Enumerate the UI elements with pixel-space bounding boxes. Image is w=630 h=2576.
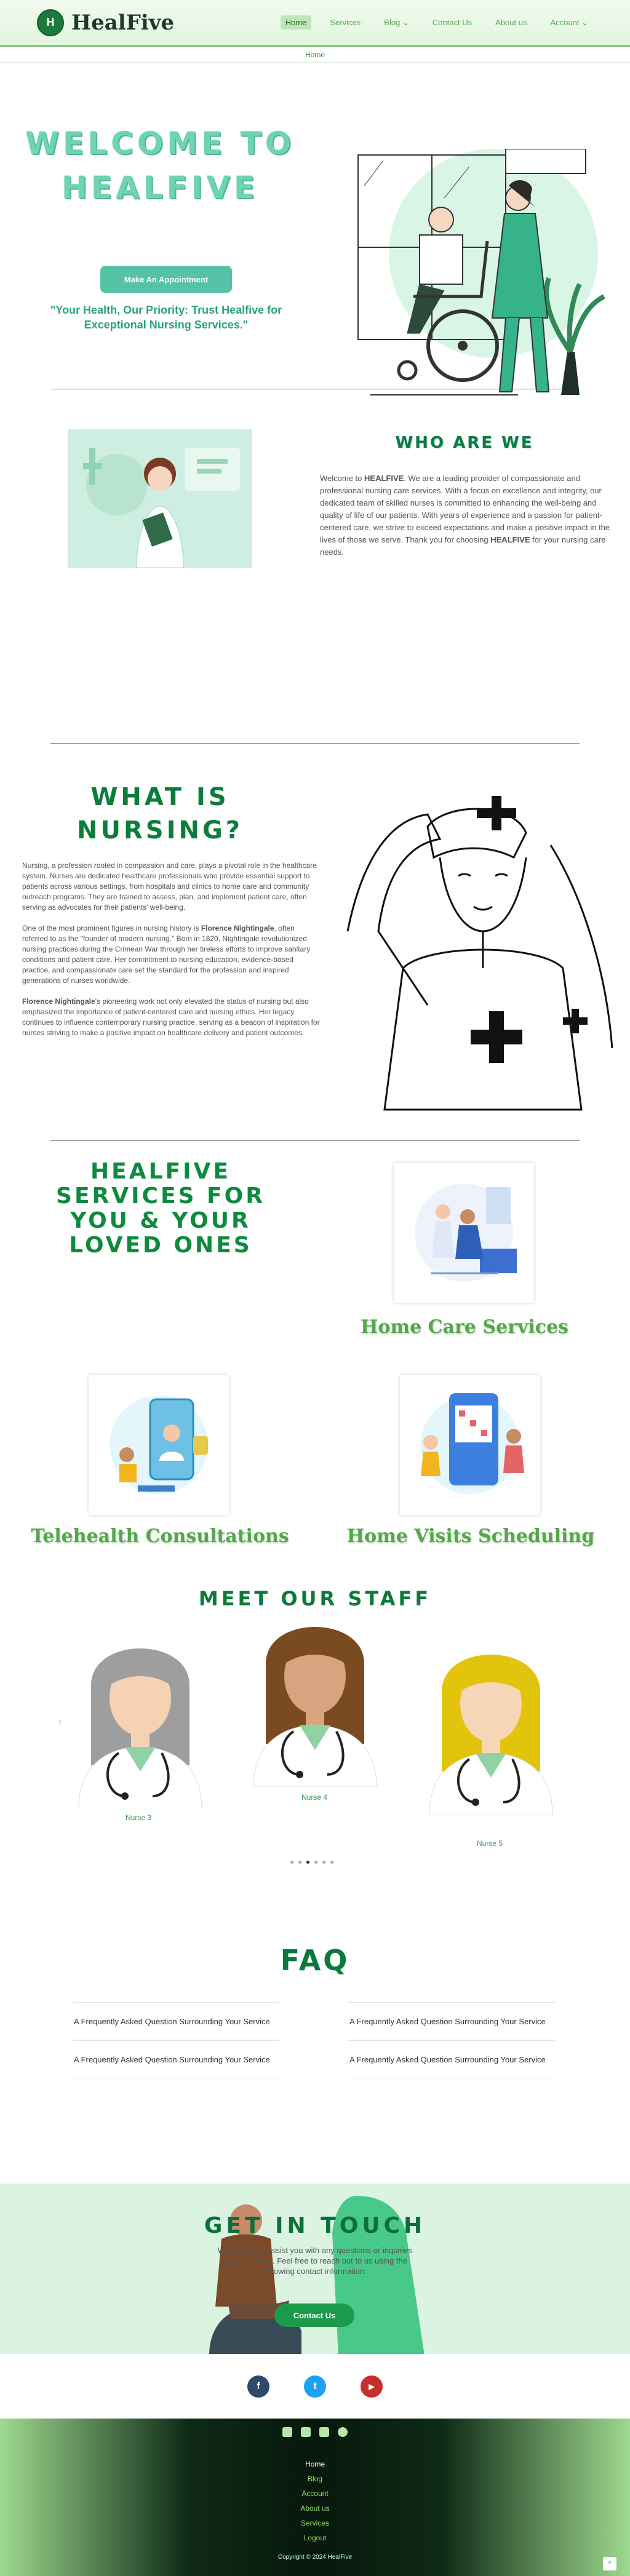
whatsapp-icon[interactable]	[338, 2427, 348, 2437]
services-title-line4: LOVED ONES	[69, 1233, 252, 1258]
contact-us-button[interactable]: Contact Us	[274, 2304, 354, 2327]
contact-section	[0, 2184, 630, 2354]
nurse-caption-5: Nurse 5	[477, 1839, 503, 1848]
telehealth-label: Telehealth Consultations	[31, 1525, 289, 1547]
faq-item[interactable]: A Frequently Asked Question Surrounding Your Service	[73, 2002, 279, 2040]
footer-icons	[0, 2427, 630, 2437]
nurse-caption-3: Nurse 3	[126, 1813, 152, 1822]
footer-link-logout[interactable]: Logout	[303, 2534, 327, 2542]
hero-title-line1: WELCOME TO	[25, 125, 295, 161]
services-title-line3: YOU & YOUR	[70, 1208, 251, 1233]
services-title	[22, 1159, 299, 1258]
nursing-paragraph-3	[22, 996, 321, 1038]
nurse-avatar-brown	[241, 1596, 389, 1787]
nursing-title-line1: WHAT IS	[90, 783, 229, 811]
saluting-nurse-sketch	[329, 784, 624, 1119]
main-nav	[281, 15, 593, 30]
footer-link-home[interactable]: Home	[305, 2460, 325, 2468]
nav-blog-label: Blog	[384, 17, 401, 27]
footer-link-services[interactable]: Services	[300, 2519, 329, 2527]
footer-links	[0, 2457, 630, 2545]
services-title-line1: HEALFIVE	[90, 1159, 231, 1184]
nurse-wheelchair-illustration	[346, 149, 616, 413]
facebook-icon[interactable]: f	[247, 2375, 269, 2398]
p2-text-a: One of the most prominent figures in nursing history is	[22, 924, 201, 932]
who-text-2: . We are a leading provider of compassionate and professional nursing care services. With a focus on excellence and integrity, our dedicated team of skilled nurses is committed to enhancing the well-being and quality of life of our patients. With years of experience and a passion for patient-centered care, we strive to exceed expectations and make a positive impact in the lives of those we serve. Thank you for choosing	[320, 474, 610, 544]
nav-contact[interactable]: Contact Us	[432, 18, 472, 27]
carousel-dot[interactable]	[322, 1861, 325, 1864]
nurse-caption-4: Nurse 4	[301, 1793, 328, 1802]
site-footer	[0, 2419, 630, 2576]
breadcrumb	[0, 47, 630, 63]
carousel-dot[interactable]	[330, 1861, 333, 1864]
telehealth-card[interactable]	[89, 1375, 229, 1515]
footer-link-account[interactable]: Account	[301, 2489, 329, 2498]
p3-name: Florence Nightingale	[22, 997, 95, 1006]
nursing-title-line2: NURSING?	[77, 816, 243, 845]
site-header	[0, 0, 630, 47]
faq-title: FAQ	[280, 1944, 350, 1977]
home-visits-card[interactable]	[400, 1375, 540, 1515]
nav-about[interactable]: About us	[495, 18, 527, 27]
carousel-dots	[290, 1861, 333, 1864]
home-visits-label: Home Visits Scheduling	[346, 1525, 595, 1547]
carousel-dot[interactable]	[314, 1861, 317, 1864]
who-text-3: for your nursing care needs.	[320, 535, 606, 557]
twitter-icon[interactable]: t	[304, 2375, 326, 2398]
nurse-avatar-gray	[66, 1618, 214, 1808]
social-links	[0, 2354, 630, 2419]
app-icon[interactable]	[319, 2427, 329, 2437]
meet-our-staff-section	[0, 1587, 630, 1944]
team-icon[interactable]	[282, 2427, 292, 2437]
who-are-we-section	[0, 389, 630, 743]
chevron-down-icon: ⌄	[581, 17, 588, 27]
nav-blog[interactable]	[379, 15, 414, 30]
scroll-to-top-icon[interactable]: ^	[603, 2557, 616, 2570]
nursing-paragraph-2	[22, 923, 321, 986]
nursing-title	[25, 781, 295, 847]
nav-home[interactable]: Home	[281, 15, 312, 30]
carousel-dot[interactable]	[298, 1861, 301, 1864]
youtube-icon[interactable]: ▶	[361, 2375, 383, 2398]
services-section	[0, 1141, 630, 1587]
faq-item[interactable]: A Frequently Asked Question Surrounding Your Service	[348, 2040, 555, 2078]
brand-name: HealFive	[71, 10, 175, 35]
copyright-text: Copyright © 2024 HealFive	[277, 2554, 353, 2561]
logo-icon: H	[37, 9, 64, 36]
grid-icon[interactable]	[301, 2427, 311, 2437]
p2-text-b: , often referred to as the "founder of modern nursing." Born in 1820, Nightingale revolutionized nursing practices during the Crimean War through her tireless efforts to improve sanitary conditions and patient care. Her commitment to nursing education, evidence-based practice, and compassionate care set the standard for the profession and inspired generations of nurses worldwide.	[22, 924, 311, 985]
p3-text-b: 's pioneering work not only elevated the status of nursing but also emphasized the importance of patient-centered care and nursing ethics. Her legacy continues to influence contemporary nursing practice, serving as a beacon of inspiration for nurses striving to make a positive impact on healthcare delivery and patient outcomes.	[22, 997, 320, 1037]
who-brand-2: HEALFIVE	[490, 535, 530, 544]
hero-title-line2: HEALFIVE	[61, 170, 259, 205]
footer-link-about[interactable]: About us	[300, 2504, 330, 2513]
nav-services[interactable]: Services	[330, 18, 361, 27]
make-appointment-button[interactable]: Make An Appointment	[100, 266, 232, 293]
what-is-nursing-section	[0, 744, 630, 1140]
nurse-clipboard-illustration	[68, 429, 252, 568]
carousel-prev-icon[interactable]: ‹	[58, 1716, 62, 1727]
hero-quote: "Your Health, Our Priority: Trust Healfive for Exceptional Nursing Services."	[50, 304, 282, 331]
services-title-line2: SERVICES FOR	[56, 1183, 265, 1209]
who-brand-1: HEALFIVE	[364, 474, 404, 483]
home-care-card[interactable]	[394, 1163, 534, 1303]
nursing-text	[22, 861, 321, 1049]
home-visits-illustration	[400, 1375, 540, 1515]
contact-title: GET IN TOUCH	[204, 2213, 426, 2238]
faq-item[interactable]: A Frequently Asked Question Surrounding Your Service	[348, 2002, 555, 2040]
home-care-illustration	[394, 1163, 534, 1303]
who-text-1: Welcome to	[320, 474, 365, 483]
nurse-avatar-blonde	[417, 1624, 565, 1815]
faq-section	[0, 1944, 630, 2184]
p2-name: Florence Nightingale	[201, 924, 274, 932]
home-care-label: Home Care Services	[361, 1316, 568, 1338]
nursing-paragraph-1: Nursing, a profession rooted in compassion and care, plays a pivotal role in the healthcare system. Nurses are dedicated healthcare professionals who provide essential support to patients across various settings, from hospitals and clinics to home care and community outreach programs. They are trained to assess, plan, and implement patient care, often serving as advocates for their patients' well-being.	[22, 861, 317, 912]
hero-title	[25, 121, 295, 210]
telehealth-illustration	[89, 1375, 229, 1515]
staff-title: MEET OUR STAFF	[198, 1587, 432, 1610]
nav-account-label: Account	[550, 17, 580, 27]
nav-account[interactable]	[545, 15, 593, 30]
chevron-down-icon: ⌄	[402, 17, 409, 27]
brand[interactable]	[37, 9, 174, 36]
who-are-we-title: WHO ARE WE	[395, 434, 534, 452]
hero-section	[0, 63, 630, 389]
carousel-dot[interactable]	[290, 1861, 293, 1864]
breadcrumb-home[interactable]: Home	[305, 50, 325, 59]
carousel-dot-active[interactable]	[306, 1861, 309, 1864]
contact-text: We're here to assist you with any questions or inquiries you may have. Feel free to reach out to us using the following contact information:	[217, 2246, 413, 2276]
faq-item[interactable]: A Frequently Asked Question Surrounding Your Service	[73, 2040, 279, 2078]
who-are-we-text	[320, 472, 618, 559]
footer-link-blog[interactable]: Blog	[307, 2475, 323, 2483]
